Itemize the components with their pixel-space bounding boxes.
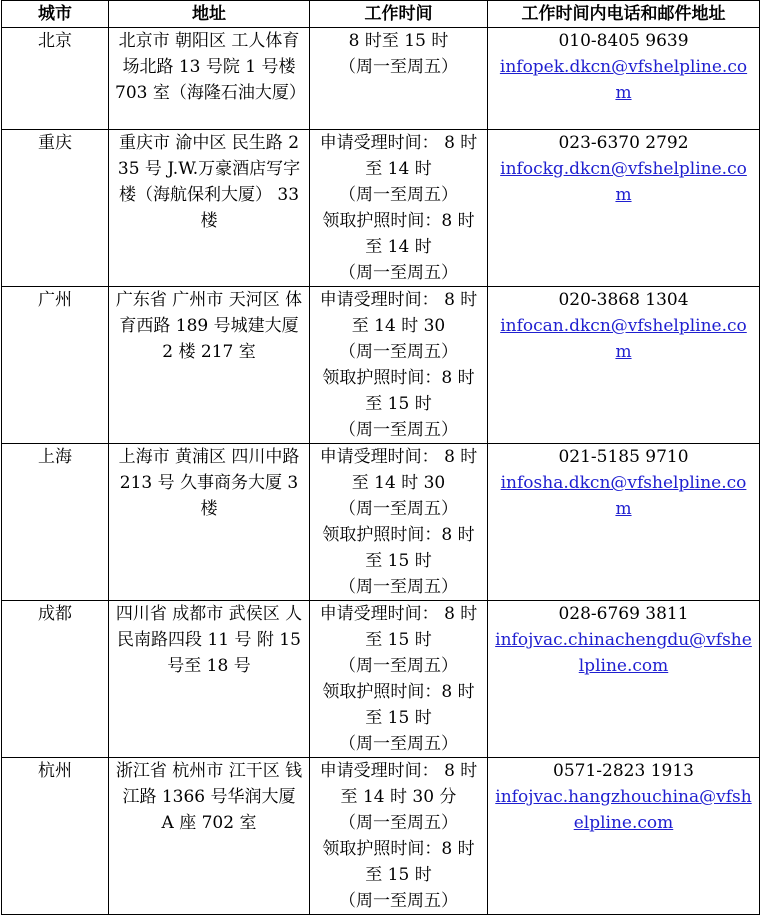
table-row [2,444,760,601]
contact-cell [488,601,760,758]
contact-cell [488,130,760,287]
city-cell: 上海 [2,444,109,601]
city-cell: 北京 [2,28,109,130]
hours-cell [310,130,488,287]
address-cell: 重庆市 渝中区 民生路 235 号 J.W.万豪酒店写字楼（海航保利大厦） 33 楼 [109,130,310,287]
hours-cell [310,601,488,758]
phone-number: 010-8405 9639 [558,31,689,51]
contact-cell [488,28,760,130]
phone-number: 028-6769 3811 [558,604,689,624]
table-header-row [2,1,760,28]
city-cell: 杭州 [2,758,109,915]
city-cell: 成都 [2,601,109,758]
hours-text: 申请受理时间： 8 时至 14 时 （周一至周五） 领取护照时间：8 时至 14 时 （周一至周五） [319,133,478,283]
hours-cell [310,287,488,444]
table-row [2,601,760,758]
email-link[interactable]: infopek.dkcn@vfshelpline.com [499,57,748,103]
email-link[interactable]: infojvac.hangzhouchina@vfshelpline.com [495,787,752,833]
visa-centre-table [1,0,760,915]
hours-cell [310,444,488,601]
hours-text: 申请受理时间： 8 时至 14 时 30 （周一至周五） 领取护照时间：8 时至 15 时 （周一至周五） [319,447,478,597]
address-cell: 广东省 广州市 天河区 体育西路 189 号城建大厦 2 楼 217 室 [109,287,310,444]
hours-text: 申请受理时间： 8 时至 15 时 （周一至周五） 领取护照时间：8 时至 15 时 （周一至周五） [319,604,478,754]
phone-number: 021-5185 9710 [558,447,689,467]
email-link[interactable]: infojvac.chinachengdu@vfshelpline.com [495,630,752,676]
table-row [2,287,760,444]
email-link[interactable]: infosha.dkcn@vfshelpline.com [500,473,747,519]
table-row [2,758,760,915]
phone-number: 020-3868 1304 [558,290,689,310]
email-link[interactable]: infockg.dkcn@vfshelpline.com [500,159,747,205]
contact-cell [488,287,760,444]
header-address: 地址 [109,1,310,28]
address-cell: 上海市 黄浦区 四川中路 213 号 久事商务大厦 3 楼 [109,444,310,601]
city-cell: 重庆 [2,130,109,287]
contact-cell [488,444,760,601]
city-cell: 广州 [2,287,109,444]
address-cell: 四川省 成都市 武侯区 人民南路四段 11 号 附 15 号至 18 号 [109,601,310,758]
table-row [2,130,760,287]
contact-cell [488,758,760,915]
header-contact: 工作时间内电话和邮件地址 [488,1,760,28]
phone-number: 023-6370 2792 [558,133,689,153]
email-link[interactable]: infocan.dkcn@vfshelpline.com [500,316,747,362]
address-cell: 北京市 朝阳区 工人体育场北路 13 号院 1 号楼 703 室（海隆石油大厦） [109,28,310,130]
header-city: 城市 [2,1,109,28]
hours-text: 申请受理时间： 8 时至 14 时 30 分 （周一至周五） 领取护照时间：8 时至 15 时 （周一至周五） [319,761,478,911]
phone-number: 0571-2823 1913 [553,761,694,781]
address-cell: 浙江省 杭州市 江干区 钱江路 1366 号华润大厦 A 座 702 室 [109,758,310,915]
hours-text: 申请受理时间： 8 时至 14 时 30 （周一至周五） 领取护照时间：8 时至 15 时 （周一至周五） [319,290,478,440]
table-row [2,28,760,130]
hours-cell [310,758,488,915]
hours-cell [310,28,488,130]
header-hours: 工作时间 [310,1,488,28]
hours-text: 8 时至 15 时 （周一至周五） [339,31,458,77]
